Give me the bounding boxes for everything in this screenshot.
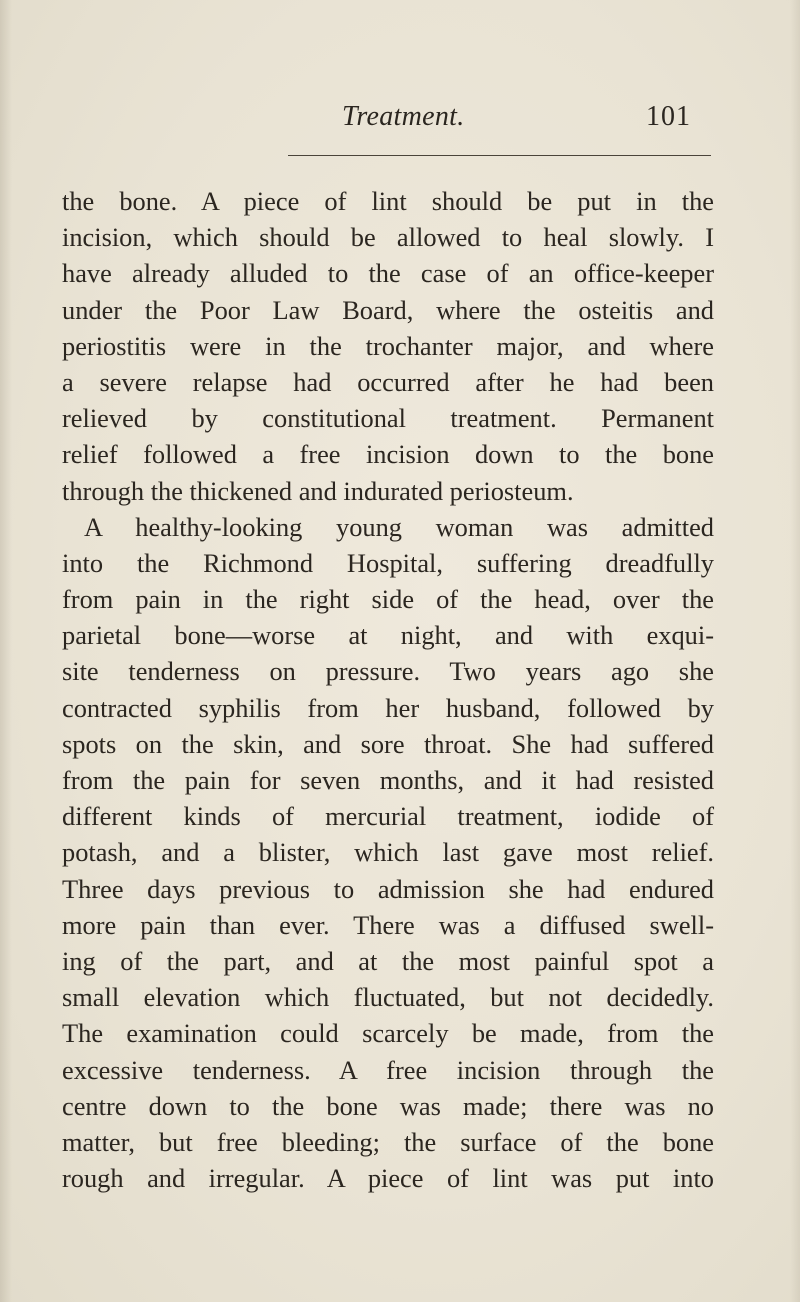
text-line: different kinds of mercurial treatment, iodide of: [62, 801, 714, 832]
text-line: from pain in the right side of the head, over the: [62, 584, 714, 615]
text-line: ing of the part, and at the most painful spot a: [62, 945, 714, 976]
text-line: incision, which should be allowed to heal slowly. I: [62, 222, 714, 253]
paragraph-end-line: through the thickened and indurated periosteum.: [62, 475, 574, 506]
text-line: rough and irregular. A piece of lint was put into: [62, 1163, 714, 1194]
text-line: a severe relapse had occurred after he had been: [62, 366, 714, 397]
text-line: potash, and a blister, which last gave most relief.: [62, 837, 714, 868]
text-line: have already alluded to the case of an office-keeper: [62, 258, 714, 289]
body-text: [62, 183, 714, 1196]
text-line: matter, but free bleeding; the surface of the bone: [62, 1126, 714, 1157]
text-line: centre down to the bone was made; there was no: [62, 1090, 714, 1121]
text-line: under the Poor Law Board, where the osteitis and: [62, 294, 714, 325]
text-line: The examination could scarcely be made, from the: [62, 1018, 714, 1049]
running-title: Treatment.: [342, 101, 465, 132]
text-line: relieved by constitutional treatment. Permanent: [62, 403, 714, 434]
page-header: [340, 101, 710, 141]
text-line: contracted syphilis from her husband, followed by: [62, 692, 714, 723]
header-rule: [288, 155, 711, 156]
text-line: into the Richmond Hospital, suffering dreadfully: [62, 547, 714, 578]
text-line: spots on the skin, and sore throat. She had suffered: [62, 728, 714, 759]
text-line: periostitis were in the trochanter major, and where: [62, 330, 714, 361]
text-line: Three days previous to admission she had endured: [62, 873, 714, 904]
page-number: 101: [646, 101, 691, 132]
text-line: parietal bone—worse at night, and with exqui-: [62, 620, 714, 651]
text-line: excessive tenderness. A free incision through the: [62, 1054, 714, 1085]
text-line: the bone. A piece of lint should be put in the: [62, 186, 714, 216]
text-line: site tenderness on pressure. Two years ago she: [62, 656, 714, 687]
text-line: from the pain for seven months, and it had resisted: [62, 765, 714, 795]
page-edge-shadow-right: [790, 0, 800, 1302]
text-line: small elevation which fluctuated, but not decidedly.: [62, 982, 714, 1013]
text-line: more pain than ever. There was a diffused swell-: [62, 909, 714, 940]
paragraph-start-line: A healthy-looking young woman was admitted: [84, 511, 714, 542]
text-line: relief followed a free incision down to the bone: [62, 439, 714, 470]
page-edge-shadow-left: [0, 0, 12, 1302]
